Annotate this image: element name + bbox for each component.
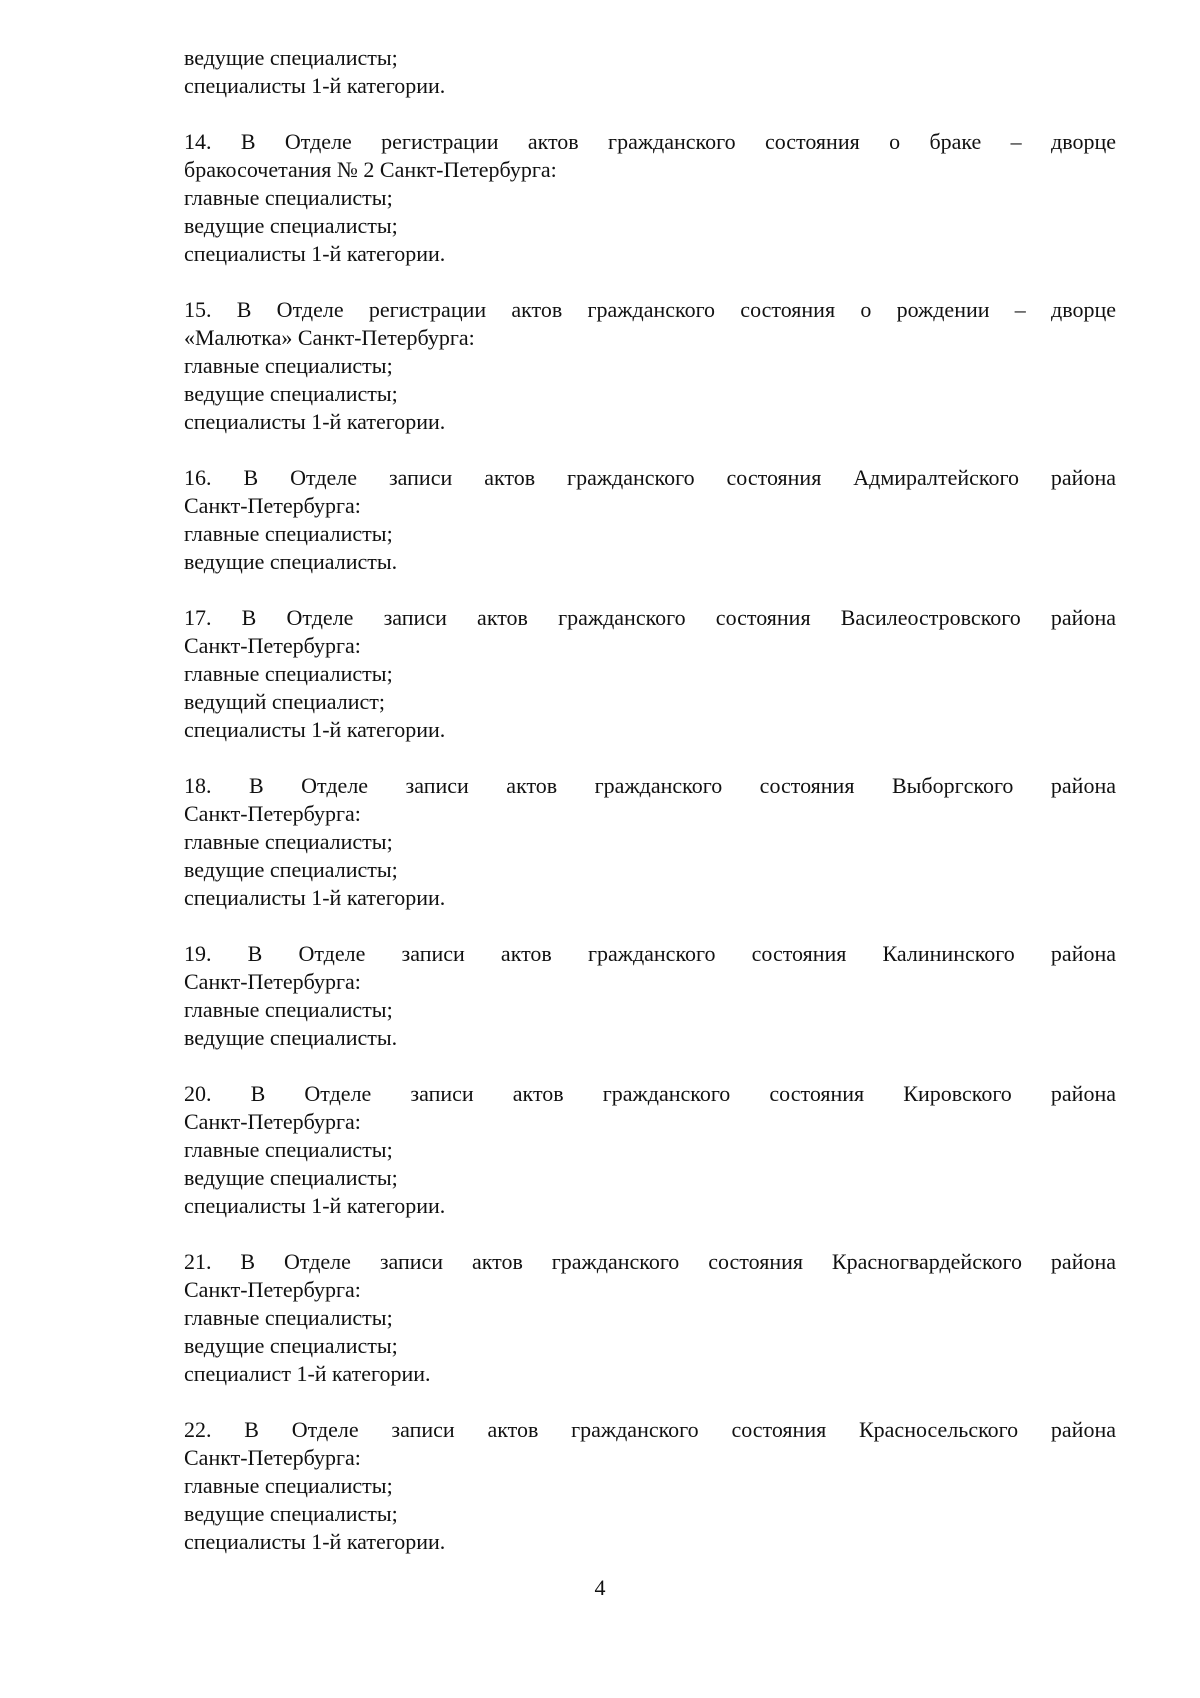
section-item: главные специалисты;	[184, 997, 393, 1022]
section-item: главные специалисты;	[184, 521, 393, 546]
section-item: специалисты 1-й категории.	[184, 717, 446, 742]
section-continuation: Санкт-Петербурга:	[184, 969, 361, 994]
document-page	[184, 44, 1116, 1556]
section-item: специалисты 1-й категории.	[184, 241, 446, 266]
section-item: главные специалисты;	[184, 1473, 393, 1498]
section-item: главные специалисты;	[184, 185, 393, 210]
section-heading: 21. В Отделе записи актов гражданского состояния Красногвардейского района	[184, 1249, 1116, 1274]
section-continuation: «Малютка» Санкт-Петербурга:	[184, 325, 475, 350]
section-item: ведущие специалисты;	[184, 213, 398, 238]
section-19	[184, 940, 1116, 1052]
section-20	[184, 1080, 1116, 1220]
section-heading: 19. В Отделе записи актов гражданского состояния Калининского района	[184, 941, 1116, 966]
section-item: главные специалисты;	[184, 1305, 393, 1330]
section-item: ведущие специалисты.	[184, 1025, 398, 1050]
section-heading: 22. В Отделе записи актов гражданского состояния Красносельского района	[184, 1417, 1116, 1442]
lead-lines	[184, 44, 1116, 100]
section-item: специалисты 1-й категории.	[184, 1529, 446, 1554]
section-continuation: Санкт-Петербурга:	[184, 1277, 361, 1302]
section-continuation: Санкт-Петербурга:	[184, 633, 361, 658]
section-item: ведущий специалист;	[184, 689, 385, 714]
section-16	[184, 464, 1116, 576]
lead-line: специалисты 1-й категории.	[184, 73, 446, 98]
section-item: главные специалисты;	[184, 829, 393, 854]
section-15	[184, 296, 1116, 436]
section-item: ведущие специалисты;	[184, 381, 398, 406]
section-21	[184, 1248, 1116, 1388]
section-item: главные специалисты;	[184, 1137, 393, 1162]
lead-line: ведущие специалисты;	[184, 45, 398, 70]
section-heading: 17. В Отделе записи актов гражданского состояния Василеостровского района	[184, 605, 1116, 630]
section-heading: 16. В Отделе записи актов гражданского состояния Адмиралтейского района	[184, 465, 1116, 490]
section-item: специалисты 1-й категории.	[184, 409, 446, 434]
section-22	[184, 1416, 1116, 1556]
section-heading: 20. В Отделе записи актов гражданского состояния Кировского района	[184, 1081, 1116, 1106]
section-heading: 14. В Отделе регистрации актов гражданского состояния о браке – дворце	[184, 129, 1116, 154]
section-continuation: бракосочетания № 2 Санкт-Петербурга:	[184, 157, 557, 182]
section-continuation: Санкт-Петербурга:	[184, 801, 361, 826]
section-item: главные специалисты;	[184, 661, 393, 686]
section-continuation: Санкт-Петербурга:	[184, 1445, 361, 1470]
section-heading: 18. В Отделе записи актов гражданского состояния Выборгского района	[184, 773, 1116, 798]
section-item: ведущие специалисты.	[184, 549, 398, 574]
section-continuation: Санкт-Петербурга:	[184, 493, 361, 518]
section-item: специалисты 1-й категории.	[184, 885, 446, 910]
section-item: ведущие специалисты;	[184, 857, 398, 882]
section-item: ведущие специалисты;	[184, 1165, 398, 1190]
section-item: специалист 1-й категории.	[184, 1361, 431, 1386]
section-14	[184, 128, 1116, 268]
section-item: ведущие специалисты;	[184, 1501, 398, 1526]
section-continuation: Санкт-Петербурга:	[184, 1109, 361, 1134]
section-item: главные специалисты;	[184, 353, 393, 378]
section-18	[184, 772, 1116, 912]
section-item: специалисты 1-й категории.	[184, 1193, 446, 1218]
section-heading: 15. В Отделе регистрации актов гражданского состояния о рождении – дворце	[184, 297, 1116, 322]
page-number: 4	[594, 1575, 606, 1600]
section-item: ведущие специалисты;	[184, 1333, 398, 1358]
section-17	[184, 604, 1116, 744]
